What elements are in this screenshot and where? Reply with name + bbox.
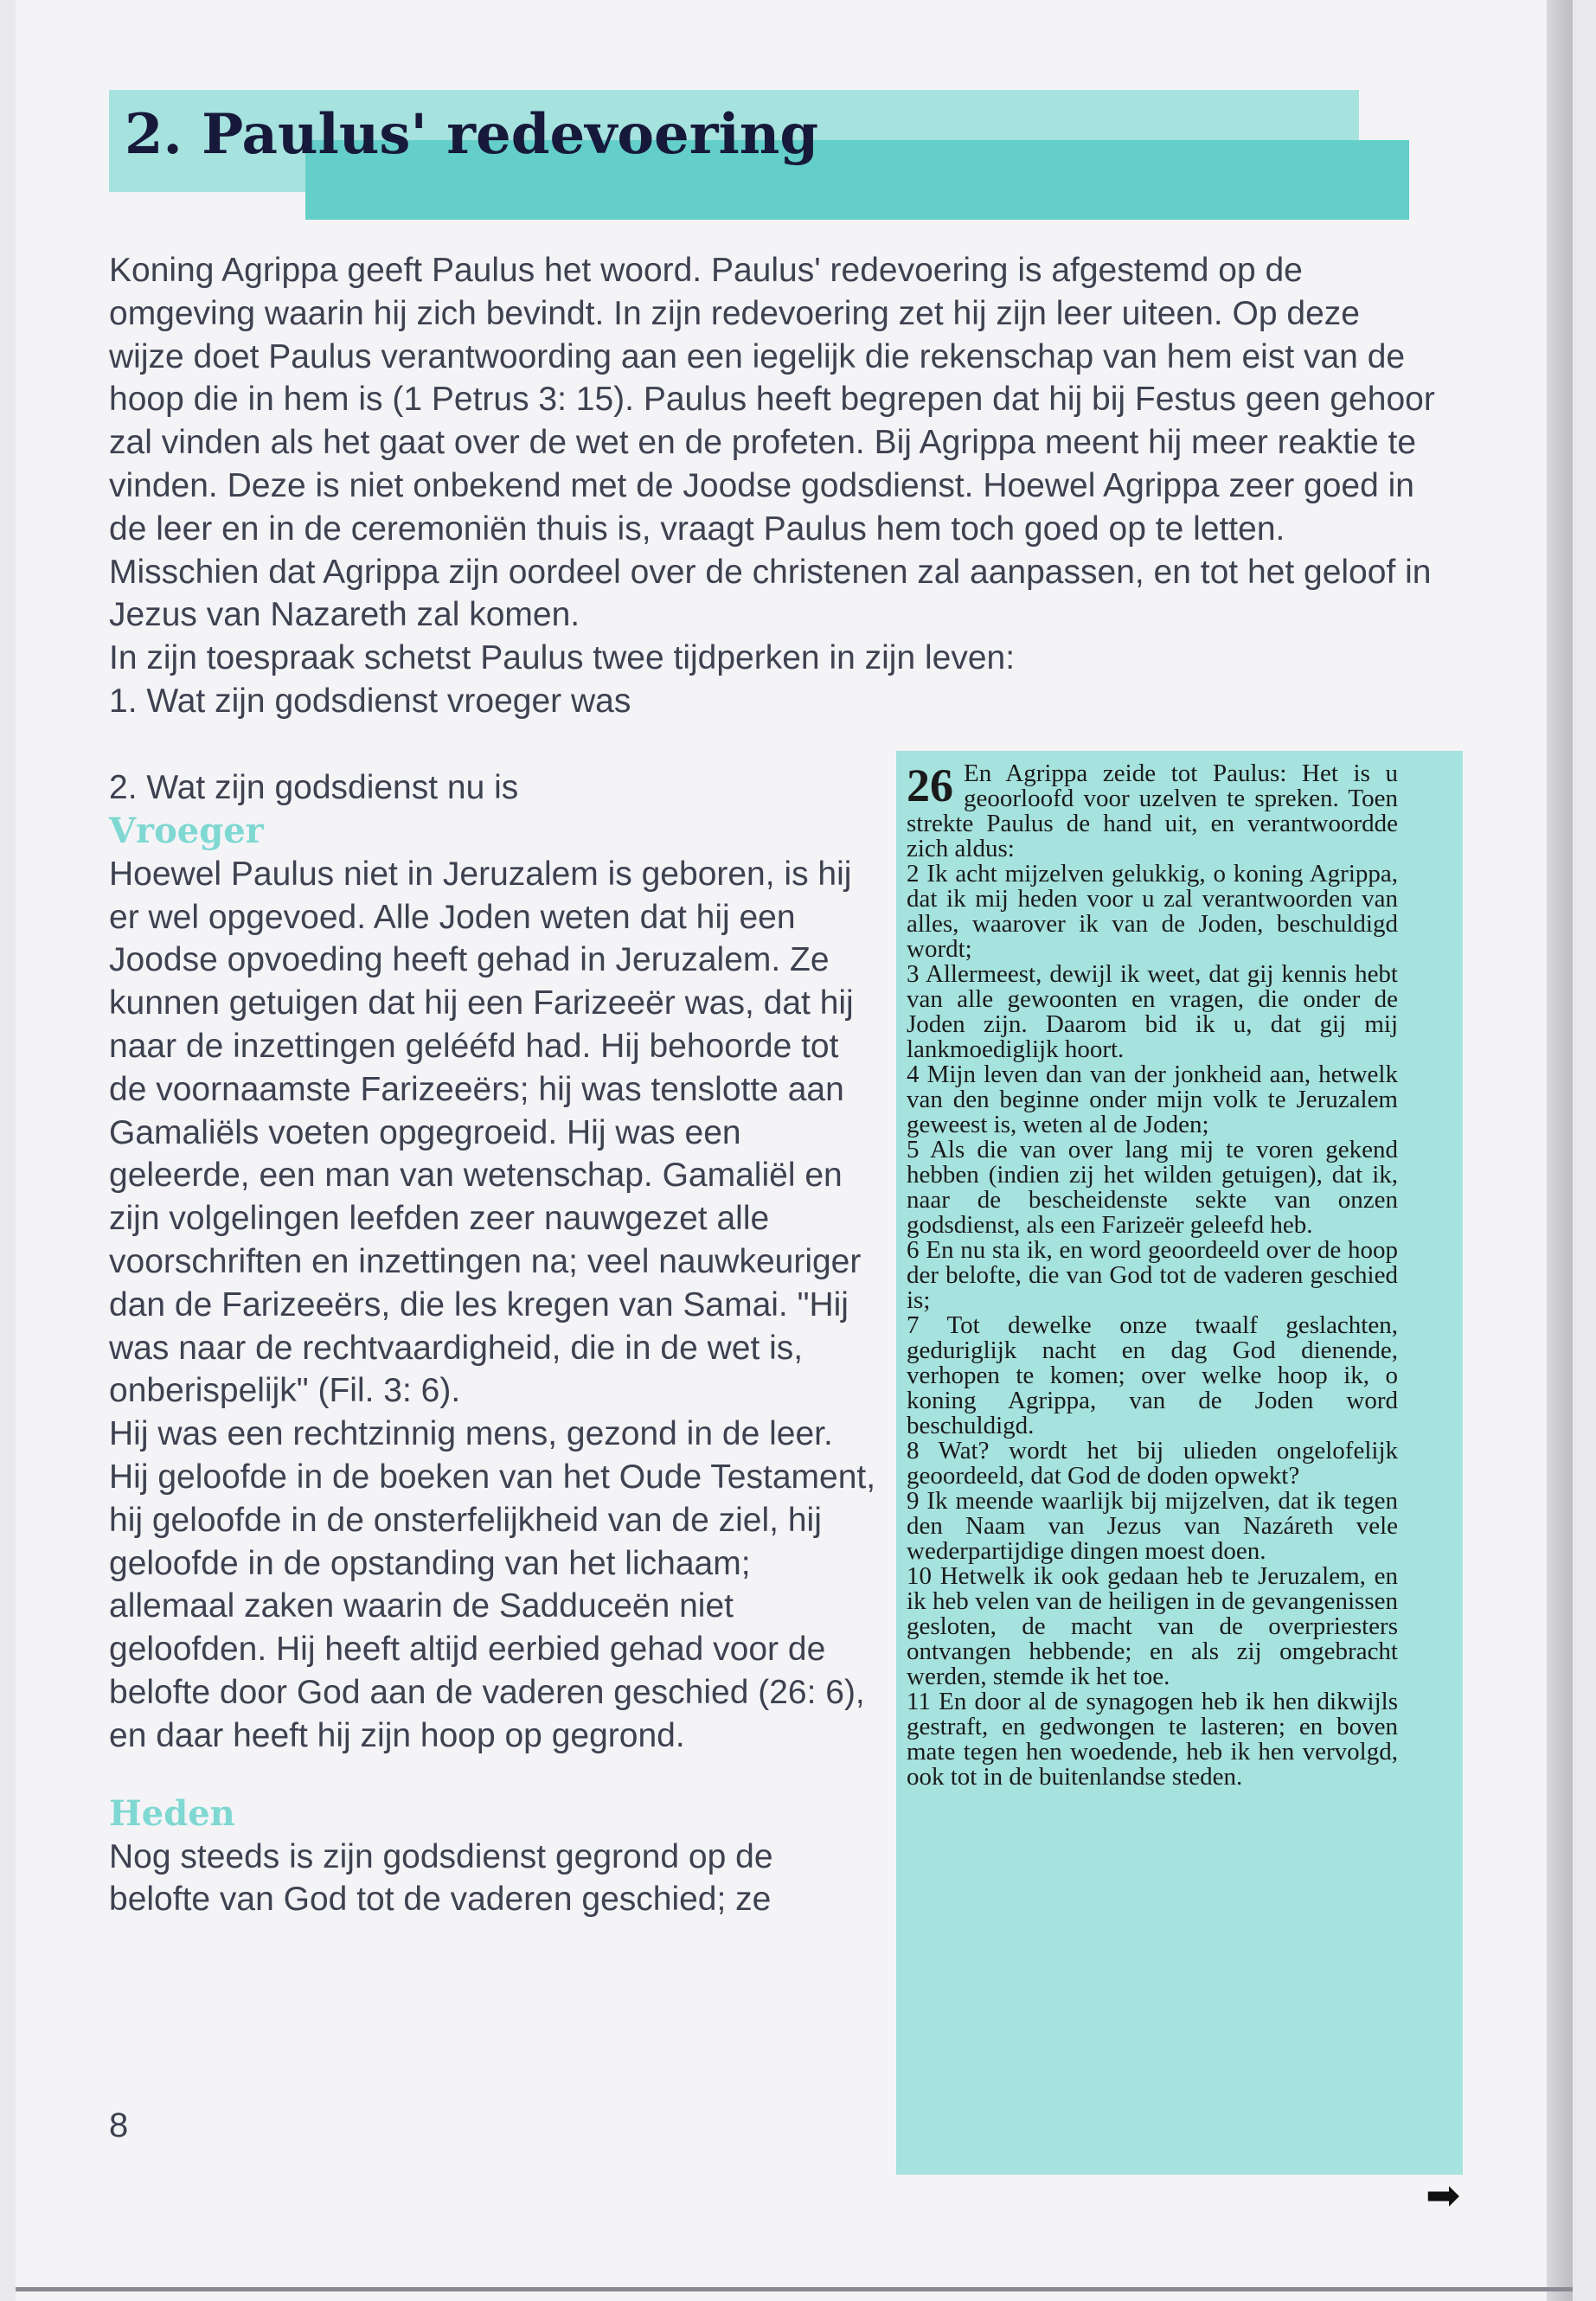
intro-lead: In zijn toespraak schetst Paulus twee tijdperken in zijn leven: xyxy=(109,639,1016,677)
bible-verse: 9 Ik meende waarlijk bij mijzelven, dat ik tegen den Naam van Jezus van Nazáreth vele wederpartijdige dingen moest doen. xyxy=(907,1487,1398,1565)
bible-verse: 5 Als die van over lang mij te voren gekend hebben (indien zij het wilden getuigen), dat ik, naar de bescheidenste sekte van onzen godsdienst, als een Farizeër geleefd heb. xyxy=(907,1136,1398,1239)
bible-verse: En Agrippa zeide tot Paulus: Het is u geoorloofd voor uzelven te spreken. Toen strekte Paulus de hand uit, en verantwoordde zich aldus: xyxy=(907,760,1398,862)
page-title: 2. Paulus' redevoering xyxy=(125,102,819,167)
bible-verse: 4 Mijn leven dan van der jonkheid aan, hetwelk van den beginne onder mijn volk te Jeruzalem geweest is, weten al de Joden; xyxy=(907,1061,1398,1138)
paragraph: Nog steeds is zijn godsdienst gegrond op de belofte van God tot de vaderen geschied; ze xyxy=(109,1837,773,1919)
list-item-2: 2. Wat zijn godsdienst nu is xyxy=(109,769,519,806)
intro-paragraph: Koning Agrippa geeft Paulus het woord. Paulus' redevoering is afgestemd op de omgeving waarin hij zich bevindt. In zijn redevoering zet hij zijn leer uiteen. Op deze wijze doet Paulus verantwoording aan een iegelijk die rekenschap van hem eist van de hoop die in hem is (1 Petrus 3: 15). Paulus heeft begrepen dat hij bij Festus geen gehoor zal vinden als het gaat over de wet en de profeten. Bij Agrippa meent hij meer reaktie te vinden. Deze is niet onbekend met de Joodse godsdienst. Hoewel Agrippa zeer goed in de leer en in de ceremoniën thuis is, vraagt Paulus hem toch goed op te letten. Misschien dat Agrippa zijn oordeel over de christenen zal aanpassen, en tot het geloof in Jezus van Nazareth zal komen. xyxy=(109,252,1435,634)
section-heading-heden: Heden xyxy=(109,1792,235,1834)
section-heading-vroeger: Vroeger xyxy=(109,810,264,851)
paragraph: Hoewel Paulus niet in Jeruzalem is geboren, is hij er wel opgevoed. Alle Joden weten dat hij een Joodse opvoeding heeft gehad in Jeruzalem. Ze kunnen getuigen dat hij een Farizeeër was, dat hij naar de inzettingen gelééfd had. Hij behoorde tot de voornaamste Farizeeërs; hij was tenslotte aan Gamaliëls voeten opgegroeid. Hij was een geleerde, een man van wetenschap. Gamaliël en zijn volgelingen leefden zeer nauwgezet alle voorschriften en inzettingen na; veel nauwkeuriger dan de Farizeeërs, die les kregen van Samai. "Hij was naar de rechtvaardigheid, die in de wet is, onberispelijk" (Fil. 3: 6). xyxy=(109,855,862,1410)
chapter-number: 26 xyxy=(907,760,953,811)
book-spine xyxy=(1547,0,1573,2301)
bible-verse: 10 Hetwelk ik ook gedaan heb te Jeruzalem, en ik heb velen van de heiligen in de gevangenissen gesloten, de macht van de overpriesters ontvangen hebbende; en als zij omgebracht werden, stemde ik het toe. xyxy=(907,1562,1398,1690)
bible-verse: 2 Ik acht mijzelven gelukkig, o koning Agrippa, dat ik mij heden voor u zal verantwoorden van alles, waarover ik van de Joden, beschuldigd wordt; xyxy=(907,860,1398,963)
page-number: 8 xyxy=(109,2106,129,2144)
bible-verse: 8 Wat? wordt het bij ulieden ongelofelijk geoordeeld, dat God de doden opwekt? xyxy=(907,1437,1398,1490)
arrow-right-icon: ➡ xyxy=(1426,2173,1461,2219)
bottom-rule xyxy=(16,2287,1573,2291)
page xyxy=(16,0,1573,2301)
left-column xyxy=(109,766,879,1921)
bible-verse: 3 Allermeest, dewijl ik weet, dat gij kennis hebt van alle gewoonten en vragen, die onder de Joden zijn. Daarom bid ik u, dat gij mij lankmoediglijk hoort. xyxy=(907,960,1398,1063)
bible-verse: 7 Tot dewelke onze twaalf geslachten, geduriglijk nacht en dag God dienende, verhopen te komen; over welke hoop ik, o koning Agrippa, van de Joden word beschuldigd. xyxy=(907,1311,1398,1439)
paragraph: Hij was een rechtzinnig mens, gezond in de leer. Hij geloofde in de boeken van het Oude Testament, hij geloofde in de onsterfelijkheid van de ziel, hij geloofde in de opstanding van het lichaam; allemaal zaken waarin de Sadduceën niet geloofden. Hij heeft altijd eerbied gehad voor de belofte door God aan de vaderen geschied (26: 6), en daar heeft hij zijn hoop op gegrond. xyxy=(109,1415,876,1754)
bible-verse: 11 En door al de synagogen heb ik hen dikwijls gestraft, en gedwongen te lasteren; en boven mate tegen hen woedende, heb ik hen vervolgd, ook tot in de buitenlandse steden. xyxy=(907,1688,1398,1791)
list-item-1: 1. Wat zijn godsdienst vroeger was xyxy=(109,682,631,720)
bible-verse: 6 En nu sta ik, en word geoordeeld over de hoop der belofte, die van God tot de vaderen geschied is; xyxy=(907,1236,1398,1314)
bible-text xyxy=(907,761,1398,1790)
intro-text xyxy=(109,249,1441,723)
